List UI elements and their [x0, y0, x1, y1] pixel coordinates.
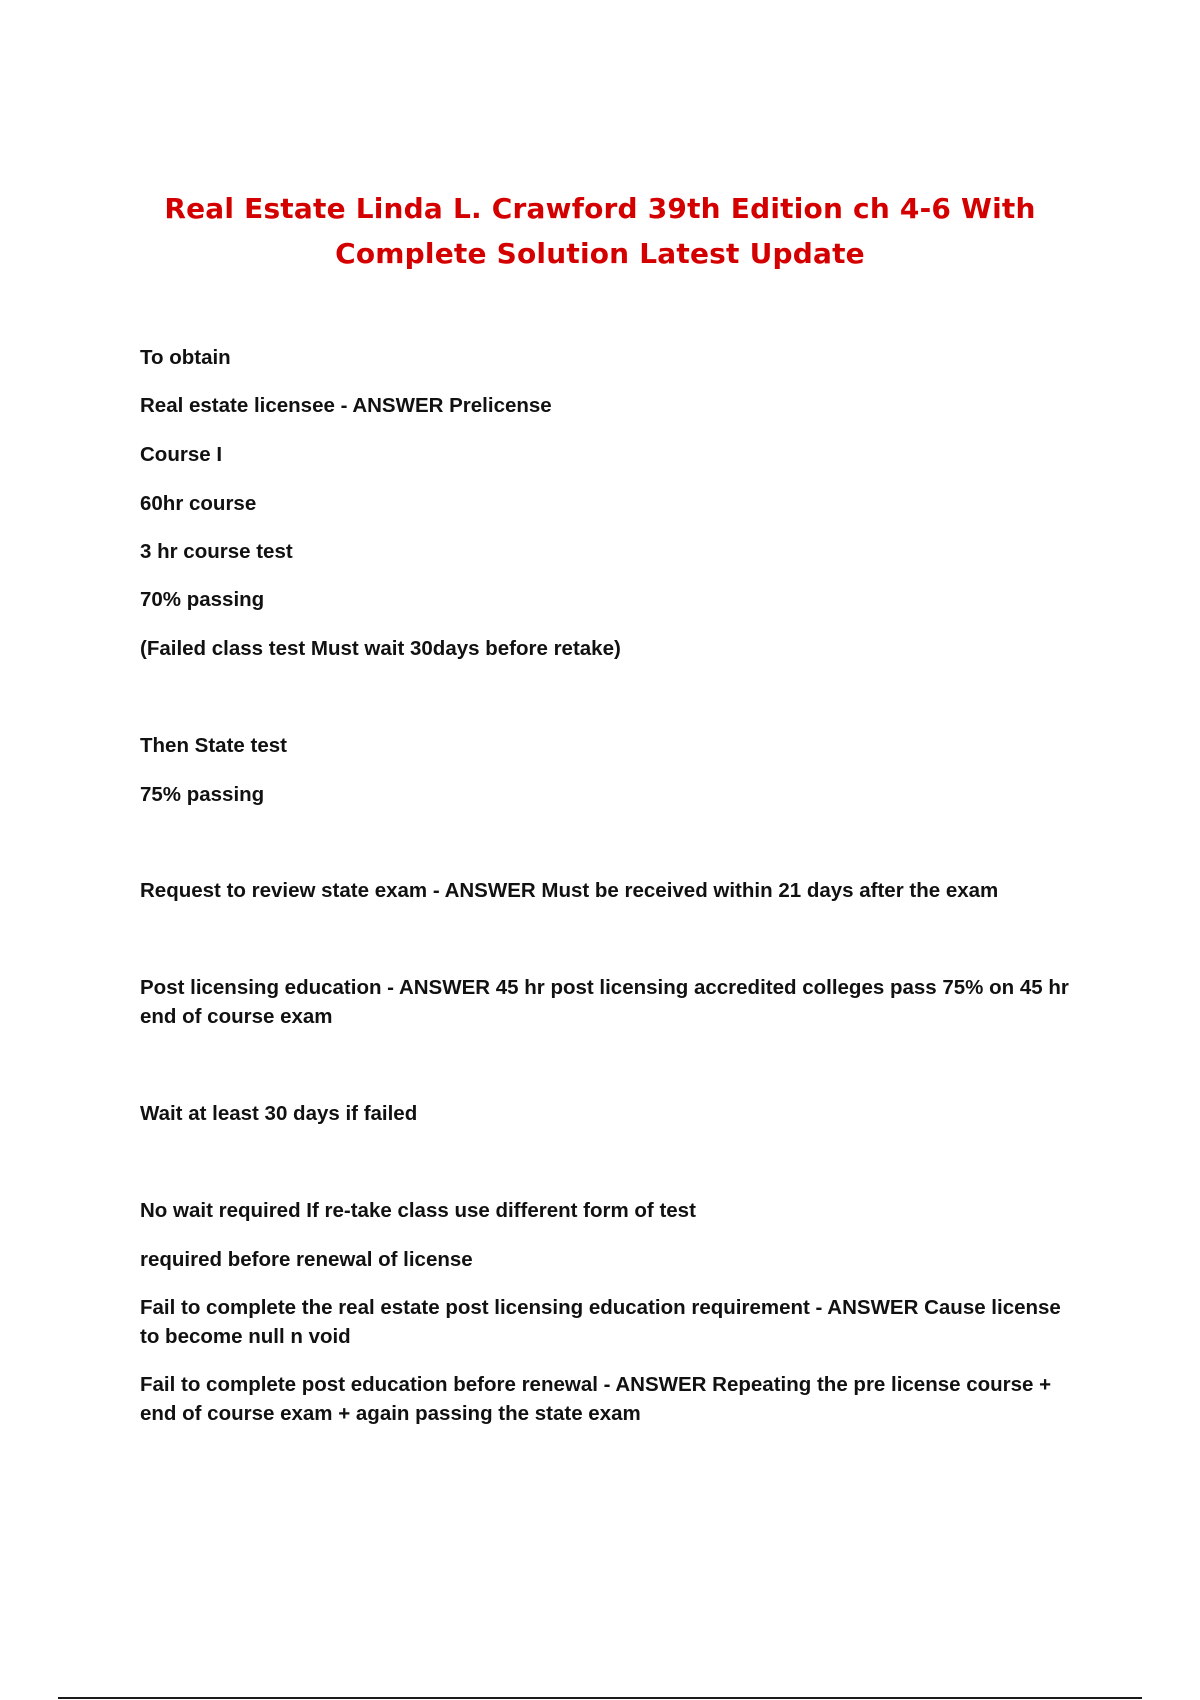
title-line-1: Real Estate Linda L. Crawford 39th Edition ch 4-6 With	[164, 192, 1036, 225]
paragraph-70-passing: 70% passing	[140, 588, 265, 611]
paragraph-fail-post-education-renewal: Fail to complete post education before renewal - ANSWER Repeating the pre license course + end of course exam + again passing the state exam	[140, 1373, 1052, 1425]
paragraph-request-review: Request to review state exam - ANSWER Must be received within 21 days after the exam	[140, 879, 999, 902]
paragraph-3hr-course-test: 3 hr course test	[140, 540, 293, 563]
paragraph-no-wait-required: No wait required If re-take class use different form of test	[140, 1199, 696, 1222]
paragraph-fail-post-licensing: Fail to complete the real estate post licensing education requirement - ANSWER Cause license to become null n void	[140, 1296, 1061, 1348]
paragraph-then-state-test: Then State test	[140, 734, 287, 757]
paragraph-to-obtain: To obtain	[140, 346, 231, 369]
footer-divider	[58, 1697, 1142, 1699]
document-title	[160, 186, 1040, 276]
paragraph-wait-30-days: Wait at least 30 days if failed	[140, 1102, 418, 1125]
paragraph-real-estate-licensee: Real estate licensee - ANSWER Prelicense	[140, 394, 552, 417]
paragraph-failed-class-test: (Failed class test Must wait 30days before retake)	[140, 637, 621, 660]
paragraph-post-licensing-education: Post licensing education - ANSWER 45 hr post licensing accredited colleges pass 75% on 45 hr end of course exam	[140, 976, 1069, 1028]
paragraph-required-before-renewal: required before renewal of license	[140, 1248, 473, 1271]
title-line-2: Complete Solution Latest Update	[335, 237, 865, 270]
paragraph-75-passing: 75% passing	[140, 783, 265, 806]
paragraph-course-i: Course I	[140, 443, 223, 466]
paragraph-60hr-course: 60hr course	[140, 492, 257, 515]
